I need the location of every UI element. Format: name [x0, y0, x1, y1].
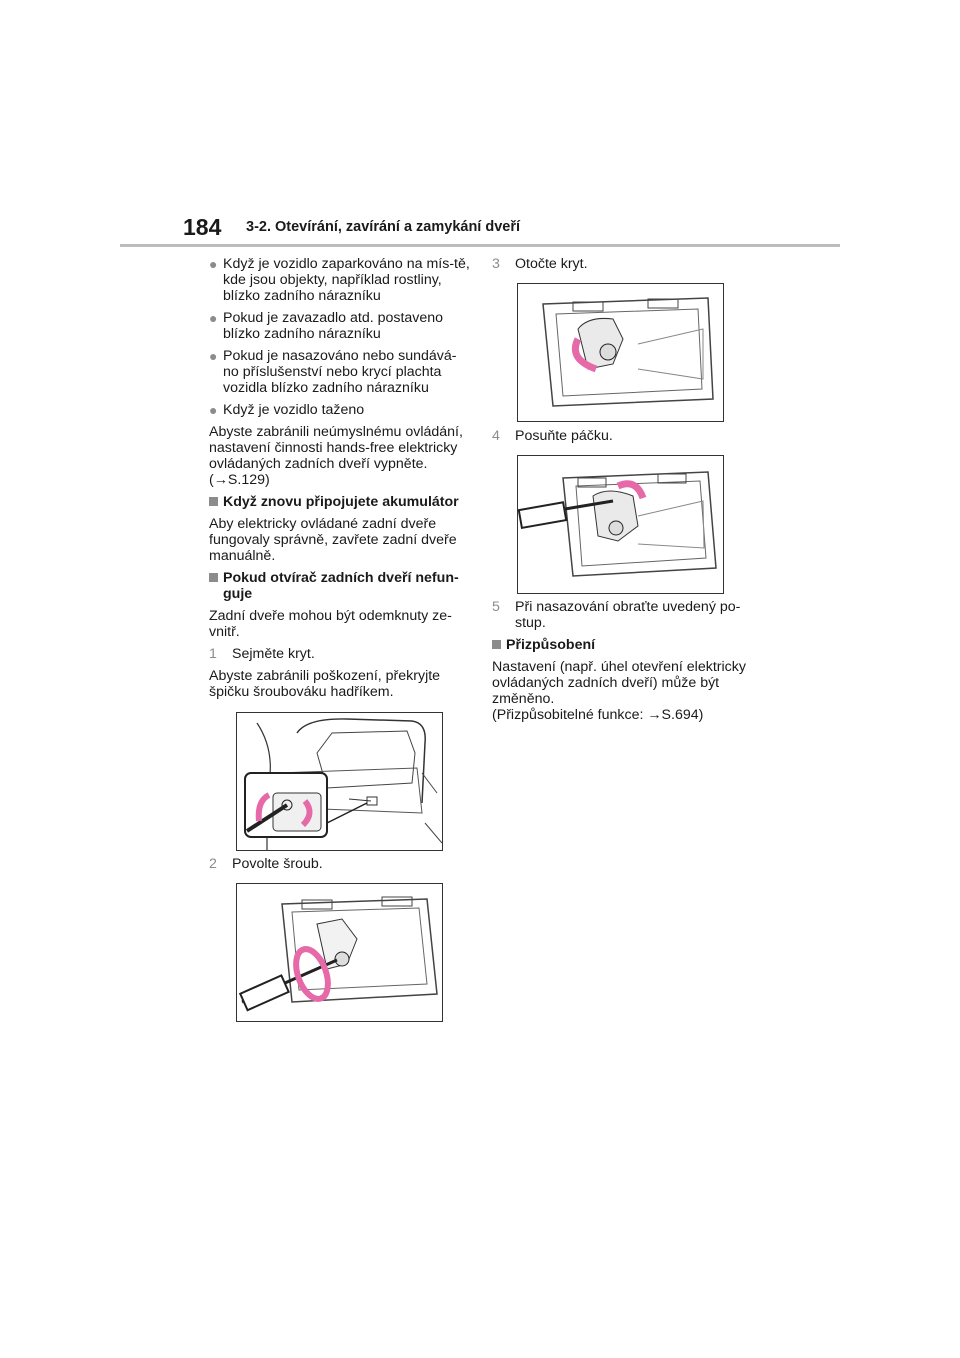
bullet-item	[209, 348, 471, 396]
subheading-text: Pokud otvírač zadních dveří nefun-guje	[223, 570, 459, 602]
illustration-slide-lever	[517, 455, 724, 594]
step-number: 4	[492, 428, 500, 444]
illustration-loosen-screw	[236, 883, 443, 1022]
left-column	[209, 256, 471, 706]
bullet-dot-icon: ●	[209, 310, 218, 326]
square-bullet-icon	[209, 497, 218, 506]
bullet-text: Pokud je nasazováno nebo sundává-no příslušenství nebo krycí plachta vozidla blízko zadního nárazníku	[223, 348, 457, 396]
square-bullet-icon	[209, 573, 218, 582]
step-number: 1	[209, 646, 217, 662]
square-bullet-icon	[492, 640, 501, 649]
step-text: Otočte kryt.	[515, 256, 588, 272]
step-number: 3	[492, 256, 500, 272]
subheading	[209, 570, 471, 602]
illustration-tailgate-cover	[236, 712, 443, 851]
section-title: 3-2. Otevírání, zavírání a zamykání dveří	[246, 219, 521, 235]
step-text: Sejměte kryt.	[232, 646, 315, 662]
step-item	[492, 428, 754, 444]
subheading-text: Když znovu připojujete akumulátor	[223, 494, 459, 510]
step-item	[209, 856, 471, 872]
header-rule	[120, 244, 840, 247]
right-column	[492, 256, 754, 278]
bullet-dot-icon: ●	[209, 402, 218, 418]
subheading	[209, 494, 471, 510]
step-2-block	[209, 856, 471, 878]
paragraph: Nastavení (např. úhel otevření elektricky ovládaných zadních dveří) může být změněno.	[492, 659, 746, 707]
paragraph: Aby elektricky ovládané zadní dveře fungovaly správně, zavřete zadní dveře manuálně.	[209, 516, 457, 564]
page-reference-link[interactable]: (Přizpůsobitelné funkce: →S.694)	[492, 707, 704, 723]
bullet-text: Pokud je zavazadlo atd. postaveno blízko zadního nárazníku	[223, 310, 444, 342]
illustration-rotate-cover	[517, 283, 724, 422]
right-column-lower	[492, 599, 754, 723]
bullet-item	[209, 310, 471, 342]
step-item	[492, 256, 754, 272]
step-number: 5	[492, 599, 500, 615]
bullet-dot-icon: ●	[209, 256, 218, 272]
step-4-block	[492, 428, 754, 450]
subheading-text: Přizpůsobení	[506, 637, 596, 653]
bullet-text: Když je vozidlo taženo	[223, 402, 365, 418]
page-reference-link[interactable]: (→S.129)	[209, 472, 270, 488]
step-text: Při nasazování obraťte uvedený po-stup.	[515, 599, 741, 631]
paragraph: Abyste zabránili neúmyslnému ovládání, nastavení činnosti hands-free elektricky ovládaných zadních dveří vypněte.	[209, 424, 463, 472]
paragraph: Zadní dveře mohou být odemknuty ze-vnitř.	[209, 608, 452, 640]
bullet-text: Když je vozidlo zaparkováno na mís-tě, kde jsou objekty, například rostliny, blízko zadního nárazníku	[223, 256, 470, 304]
paragraph: Abyste zabránili poškození, překryjte špičku šroubováku hadříkem.	[209, 668, 441, 700]
step-text: Posuňte páčku.	[515, 428, 613, 444]
step-text: Povolte šroub.	[232, 856, 323, 872]
subheading	[492, 637, 754, 653]
bullet-item	[209, 256, 471, 304]
page-number: 184	[183, 214, 222, 240]
step-number: 2	[209, 856, 217, 872]
step-item	[209, 646, 471, 662]
bullet-dot-icon: ●	[209, 348, 218, 364]
bullet-item	[209, 402, 471, 418]
step-item	[492, 599, 754, 631]
